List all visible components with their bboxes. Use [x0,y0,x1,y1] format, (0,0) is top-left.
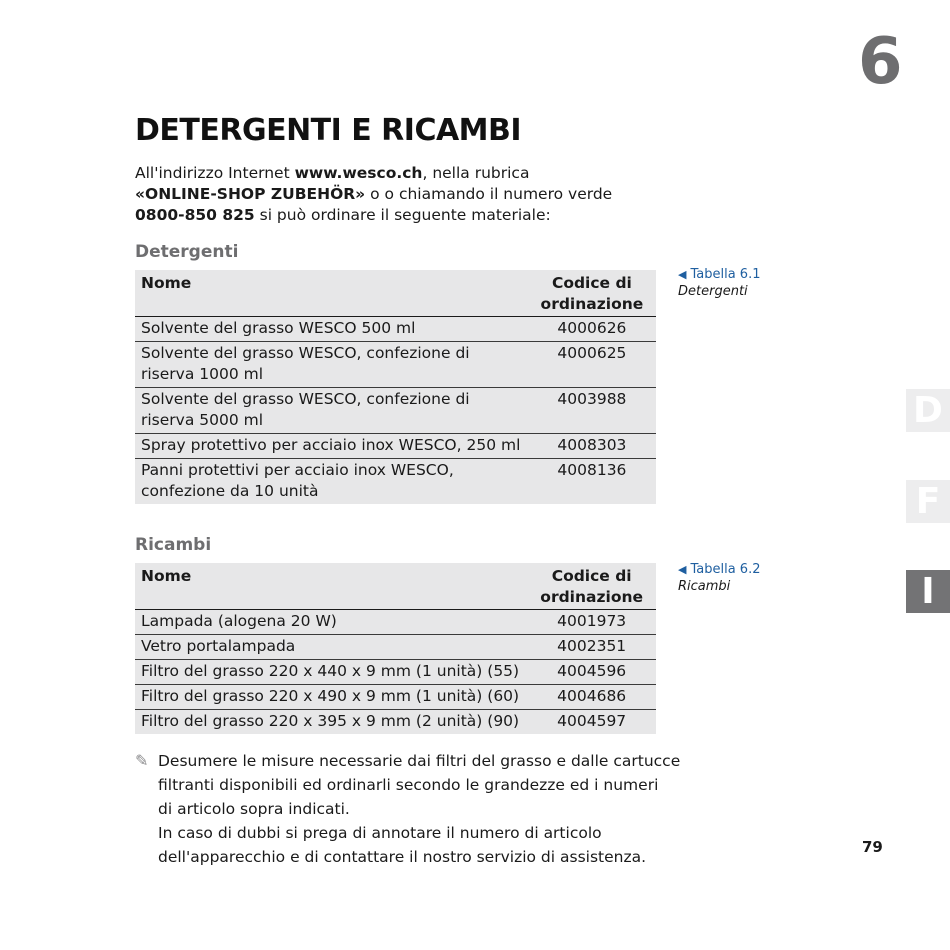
caption-arrow-icon: ◀ [678,268,687,281]
table-row [135,342,656,388]
table-row [135,317,656,342]
intro-text: , nella rubrica [422,164,530,182]
item-name: Vetro portalampada [135,635,527,660]
note-line: filtranti disponibili ed ordinarli secondo le grandezze ed i numeri [158,776,659,794]
note-line: In caso di dubbi si prega di annotare il numero di articolo [158,824,602,842]
intro-text: o o chiamando il numero verde [365,185,613,203]
order-code: 4008303 [528,434,656,459]
table-row [135,635,656,660]
shop-section-name: «ONLINE-SHOP ZUBEHÖR» [135,185,366,203]
column-header-name: Nome [135,563,527,610]
section-heading-detergenti: Detergenti [135,242,239,262]
table-row [135,434,656,459]
item-name: Filtro del grasso 220 x 440 x 9 mm (1 unità) (55) [135,660,527,685]
ricambi-table [135,563,656,734]
caption-subtitle: Ricambi [678,579,731,594]
website-link[interactable]: www.wesco.ch [294,164,423,182]
hotline-number: 0800-850 825 [135,206,255,224]
item-name: Spray protettivo per acciaio inox WESCO, 250 ml [135,434,528,459]
note-line: dell'apparecchio e di contattare il nostro servizio di assistenza. [158,848,647,866]
intro-text: si può ordinare il seguente materiale: [254,206,551,224]
order-code: 4008136 [528,459,656,505]
column-header-name: Nome [135,270,528,317]
detergenti-table [135,270,656,504]
order-code: 4000625 [528,342,656,388]
table-caption-6-2 [678,561,760,595]
note-line: di articolo sopra indicati. [158,800,350,818]
table-caption-6-1 [678,266,760,300]
caption-subtitle: Detergenti [678,284,748,299]
order-code: 4003988 [528,388,656,434]
language-tab-i[interactable]: I [906,570,950,613]
caption-ref: Tabella 6.2 [690,562,761,577]
table-row [135,459,656,505]
item-name: Panni protettivi per acciaio inox WESCO, confezione da 10 unità [135,459,528,505]
order-code: 4001973 [527,610,656,635]
item-name: Filtro del grasso 220 x 395 x 9 mm (2 unità) (90) [135,710,527,735]
table-header-row [135,563,656,610]
order-code: 4004596 [527,660,656,685]
item-name: Solvente del grasso WESCO, confezione di riserva 1000 ml [135,342,528,388]
column-header-code: Codice di ordinazione [528,270,656,317]
pencil-icon: ✎ [135,751,149,770]
item-name: Solvente del grasso WESCO, confezione di riserva 5000 ml [135,388,528,434]
table-row [135,710,656,735]
intro-paragraph [135,163,655,226]
caption-ref: Tabella 6.1 [690,267,761,282]
column-header-code: Codice di ordinazione [527,563,656,610]
item-name: Solvente del grasso WESCO 500 ml [135,317,528,342]
intro-text: All'indirizzo Internet [135,164,295,182]
section-heading-ricambi: Ricambi [135,535,212,555]
language-tab-f[interactable]: F [906,480,950,523]
item-name: Filtro del grasso 220 x 490 x 9 mm (1 unità) (60) [135,685,527,710]
note-line: Desumere le misure necessarie dai filtri del grasso e dalle cartucce [158,752,681,770]
note-text [158,749,681,869]
table-header-row [135,270,656,317]
order-code: 4004686 [527,685,656,710]
note-block [135,749,681,869]
order-code: 4002351 [527,635,656,660]
order-code: 4004597 [527,710,656,735]
page-title: DETERGENTI E RICAMBI [135,113,522,148]
caption-arrow-icon: ◀ [678,563,687,576]
order-code: 4000626 [528,317,656,342]
page-number: 79 [862,838,883,856]
language-tab-d[interactable]: D [906,389,950,432]
chapter-number: 6 [858,25,903,99]
item-name: Lampada (alogena 20 W) [135,610,527,635]
table-row [135,610,656,635]
table-row [135,660,656,685]
table-row [135,685,656,710]
table-row [135,388,656,434]
